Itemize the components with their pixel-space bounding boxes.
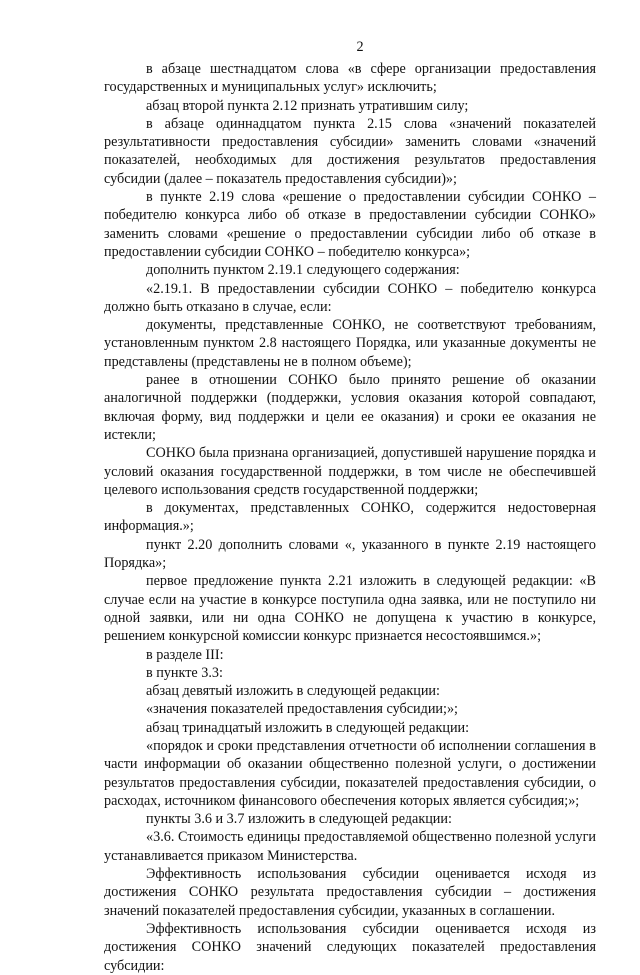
page-number: 2 <box>356 39 364 55</box>
paragraph: «порядок и сроки представления отчетности об исполнении соглашения в части информации об оказании общественно полезной услуги, о достижении результатов предоставления субсидии, показателей предоставления субсидии, о расходах, источником финансового обеспечения которых является субсидия;»; <box>104 737 596 809</box>
paragraph: пункты 3.6 и 3.7 изложить в следующей редакции: <box>146 811 452 828</box>
paragraph: абзац второй пункта 2.12 признать утратившим силу; <box>146 97 469 114</box>
paragraph: пункт 2.20 дополнить словами «, указанного в пункте 2.19 настоящего Порядка»; <box>104 536 596 572</box>
paragraph: «3.6. Стоимость единицы предоставляемой общественно полезной услуги устанавливается приказом Министерства. <box>104 829 596 864</box>
paragraph: в разделе III: <box>146 646 224 663</box>
paragraph: СОНКО была признана организацией, допустившей нарушение порядка и условий оказания государственной поддержки, в том числе не обеспечившей целевого использования средств государственной поддержки; <box>104 445 596 498</box>
paragraph: в абзаце шестнадцатом слова «в сфере организации предоставления государственных и муниципальных услуг» исключить; <box>104 61 596 96</box>
paragraph: первое предложение пункта 2.21 изложить в следующей редакции: «В случае если на участие в конкурсе поступила одна заявка, или не поступило ни одной заявки, или ни одна СОНКО не допущена к участию в конкурсе, решением конкурсной комиссии конкурс признается несостоявшимся.»; <box>104 573 596 645</box>
paragraph: в документах, представленных СОНКО, содержится недостоверная информация.»; <box>104 500 596 535</box>
paragraph: документы, представленные СОНКО, не соответствуют требованиям, установленным пунктом 2.8 настоящего Порядка, или указанные документы не представлены (представлены не в полном объеме); <box>104 317 596 370</box>
paragraph: Эффективность использования субсидии оценивается исходя из достижения СОНКО результата предоставления субсидии – достижения значений показателей предоставления субсидии, указанных в соглашении. <box>104 866 596 919</box>
paragraph: ранее в отношении СОНКО было принято решение об оказании аналогичной поддержки (поддержки, условия оказания которой совпадают, включая форму, вид поддержки и цели ее оказания) и сроки ее оказания не истекли; <box>104 372 596 443</box>
document-body <box>104 60 596 975</box>
paragraph: в абзаце одиннадцатом пункта 2.15 слова «значений показателей результативности предоставления субсидии» заменить словами «значений показателей, необходимых для достижения результатов предоставления субсидии (далее – показатель предоставления субсидии)»; <box>104 115 596 187</box>
paragraph: «значения показателей предоставления субсидии;»; <box>146 701 458 718</box>
paragraph: абзац тринадцатый изложить в следующей редакции: <box>146 719 470 736</box>
paragraph: в пункте 3.3: <box>146 664 223 681</box>
paragraph: дополнить пунктом 2.19.1 следующего содержания: <box>146 262 460 279</box>
paragraph: «2.19.1. В предоставлении субсидии СОНКО – победителю конкурса должно быть отказано в случае, если: <box>104 280 596 315</box>
paragraph: в пункте 2.19 слова «решение о предоставлении субсидии СОНКО – победителю конкурса либо об отказе в предоставлении субсидии СОНКО» заменить словами «решение о предоставлении субсидии либо об отказе в предоставлении субсидии СОНКО – победителю конкурса»; <box>104 189 596 260</box>
paragraph: абзац девятый изложить в следующей редакции: <box>146 683 440 700</box>
paragraph: Эффективность использования субсидии оценивается исходя из достижения СОНКО значений следующих показателей предоставления субсидии: <box>104 920 596 974</box>
